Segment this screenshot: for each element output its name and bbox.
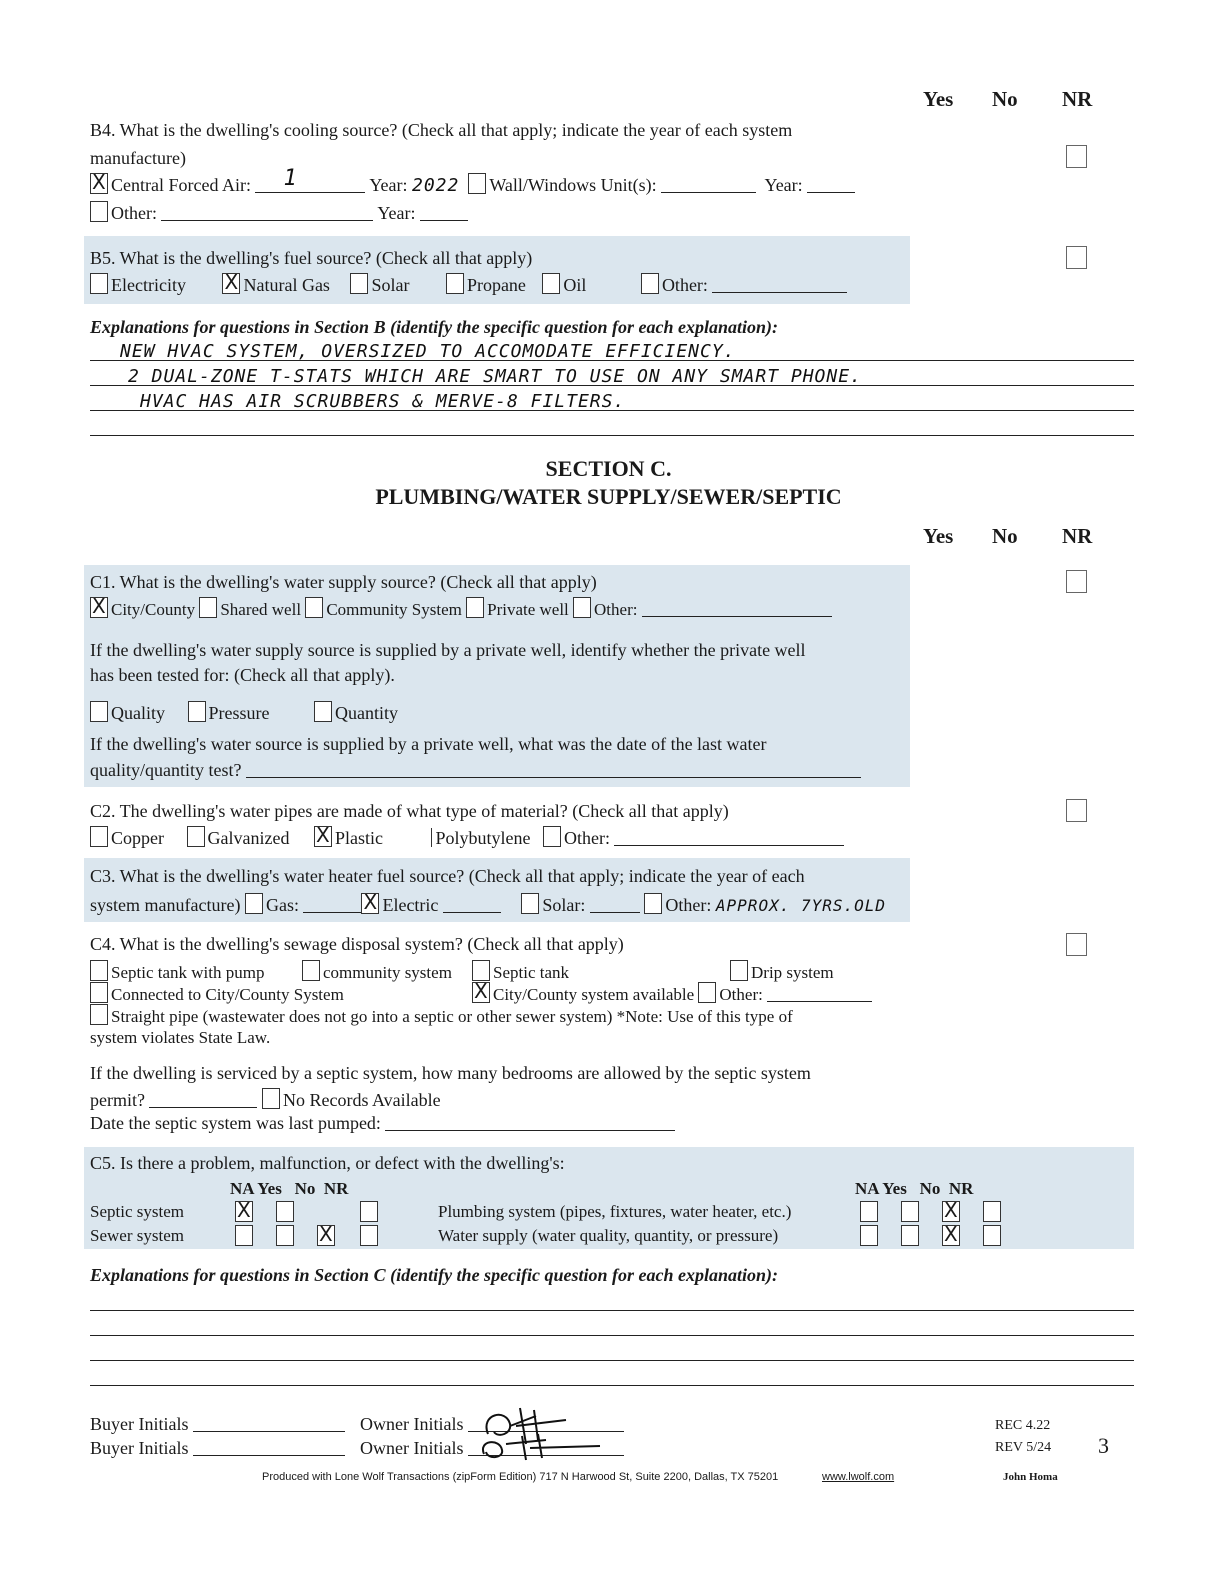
c4-permit-row [90,1088,441,1111]
c5-plumbing-no[interactable]: X [942,1201,963,1224]
c2-options [90,823,844,849]
c5-septic-yes[interactable] [276,1201,297,1224]
c3-other-checkbox[interactable] [644,893,662,914]
c5-right-no: No [919,1179,941,1198]
c4-other-field[interactable] [767,985,872,1002]
owner-signature-scribble [476,1404,606,1462]
c2-galvanized-label: Galvanized [207,828,290,848]
c5-sewer-label: Sewer system [90,1226,184,1245]
c4-other-label: Other: [719,985,763,1004]
c1-nr-checkbox[interactable] [1066,570,1090,595]
c2-other-field[interactable] [614,829,844,846]
col-no-header-c: No [992,524,1018,548]
c3-solar-label: Solar: [542,895,586,915]
section-b-explain-heading: Explanations for questions in Section B (identify the specific question for each explanation): [90,317,779,337]
c5-water-nr[interactable] [983,1225,1004,1248]
c2-copper-checkbox[interactable] [90,826,108,847]
c4-straight-checkbox[interactable] [90,1004,108,1025]
c5-plumbing-label: Plumbing system (pipes, fixtures, water heater, etc.) [438,1202,792,1221]
c-explain-line-4[interactable] [90,1385,1134,1386]
footer-page-number: 3 [1098,1433,1109,1458]
b5-other-field[interactable] [712,276,847,293]
c4-drip-label: Drip system [751,963,834,982]
c2-plastic-checkbox[interactable]: X [314,826,332,847]
c3-gas-label: Gas: [265,895,299,915]
c1-quantity-label: Quantity [335,703,398,723]
b4-other-row [90,201,468,224]
c3-electric-field[interactable] [443,896,501,913]
b4-wall-year-field[interactable] [807,176,855,193]
owner-initials-label-2: Owner Initials [360,1438,464,1458]
c2-copper-label: Copper [111,828,164,848]
c1-community-label: Community System [326,600,462,619]
b4-wall-label: Wall/Windows Unit(s): [489,175,657,195]
section-c-subtitle: PLUMBING/WATER SUPPLY/SEWER/SEPTIC [375,484,842,509]
col-no-header: No [992,87,1018,111]
c4-other-checkbox[interactable] [698,982,716,1003]
c-explain-line-1[interactable] [90,1310,1134,1311]
c5-left-nr: NR [323,1179,349,1198]
buyer-initials-row-1 [90,1414,345,1435]
b5-solar-checkbox[interactable] [350,273,368,294]
b4-nr-checkbox[interactable] [1066,145,1090,170]
c2-other-label: Other: [563,828,610,848]
c5-right-nr: NR [948,1179,974,1198]
buyer-initials-label-1: Buyer Initials [90,1414,189,1434]
b5-question: B5. What is the dwelling's fuel source? (Check all that apply) [90,248,533,268]
section-c-title: SECTION C. [545,456,672,481]
col-yes-header: Yes [923,87,954,111]
b5-propane-checkbox[interactable] [446,273,464,294]
c4-community-option [302,960,452,983]
c4-no-records-checkbox[interactable] [262,1088,280,1109]
buyer-initials-label-2: Buyer Initials [90,1438,189,1458]
c5-plumbing-yes[interactable] [901,1201,922,1224]
buyer-initials-row-2 [90,1438,345,1459]
c2-galvanized-checkbox[interactable] [187,826,205,847]
c4-septic-pump-checkbox[interactable] [90,960,108,981]
c3-other-value: APPROX. 7YRS.OLD [715,896,887,915]
b5-propane-label: Propane [466,275,526,295]
b5-natural-gas-label: Natural Gas [243,275,330,295]
c5-water-na[interactable] [860,1225,881,1248]
b-explain-line-4[interactable] [90,435,1134,436]
c4-septic-tank-label: Septic tank [493,963,570,982]
c3-question: C3. What is the dwelling's water heater fuel source? (Check all that apply; indicate the year of each [90,866,805,886]
c3-electric-checkbox[interactable]: X [361,893,379,914]
footer-rev: REV 5/24 [995,1440,1052,1455]
c5-question: C5. Is there a problem, malfunction, or defect with the dwelling's: [90,1153,565,1173]
c1-private-checkbox[interactable] [466,597,484,618]
c1-community-checkbox[interactable] [305,597,323,618]
b4-year-label-3: Year: [377,203,416,223]
c4-available-checkbox[interactable]: X [472,982,490,1003]
c4-connected-label: Connected to City/County System [111,985,344,1004]
b4-year-label-2: Year: [764,175,803,195]
c2-other-checkbox[interactable] [543,826,561,847]
buyer-initials-field-1[interactable] [193,1415,345,1432]
c5-left-na: NA [230,1179,254,1198]
c4-pumped-row [90,1113,675,1134]
b4-other-label: Other: [111,203,157,223]
b-explain-text-3: HVAC HAS AIR SCRUBBERS & MERVE-8 FILTERS. [140,391,626,412]
b-explain-text-2: 2 DUAL-ZONE T-STATS WHICH ARE SMART TO USE ON ANY SMART PHONE. [128,366,862,387]
c1-well-text-1: If the dwelling's water supply source is supplied by a private well, identify whether the private well [90,640,806,660]
footer-url[interactable]: www.lwolf.com [822,1471,895,1483]
c5-water-yes[interactable] [901,1225,922,1248]
c1-shared-checkbox[interactable] [199,597,217,618]
c1-pressure-checkbox[interactable] [188,701,206,722]
c1-other-checkbox[interactable] [573,597,591,618]
c1-quality-checkbox[interactable] [90,701,108,722]
c1-options [90,594,832,620]
b4-question: B4. What is the dwelling's cooling source? (Check all that apply; indicate the year of each system [90,120,793,140]
b5-electricity-label: Electricity [111,275,186,295]
b4-other-field[interactable] [161,204,373,221]
c4-available-label: City/County system available [493,985,695,1004]
c-explain-line-2[interactable] [90,1335,1134,1336]
c1-other-field[interactable] [642,600,832,617]
b5-oil-checkbox[interactable] [542,273,560,294]
b5-other-label: Other: [661,275,708,295]
c4-septic-tank-checkbox[interactable] [472,960,490,981]
c1-city-checkbox[interactable]: X [90,597,108,618]
c3-options [90,890,887,916]
c3-solar-field[interactable] [590,896,640,913]
b5-oil-label: Oil [563,275,587,295]
c1-test-text-2-row [90,760,861,781]
c5-sewer-no[interactable]: X [317,1225,338,1248]
b4-wall-checkbox[interactable] [468,173,486,194]
b5-natural-gas-checkbox[interactable]: X [222,273,240,294]
c1-quality-label: Quality [111,703,165,723]
b5-options [90,270,847,296]
c4-straight-label: Straight pipe (wastewater does not go into a septic or other sewer system) *Note: Use of this type of [111,1007,793,1026]
c4-row-1 [90,960,264,983]
c4-connected-checkbox[interactable] [90,982,108,1003]
b4-central-count-field[interactable]: 1 [255,176,365,193]
c4-connected-option [90,982,344,1005]
c4-permit-label: permit? [90,1090,145,1110]
b4-central-row [90,166,855,196]
c5-septic-label: Septic system [90,1202,184,1221]
c1-shared-label: Shared well [220,600,302,619]
c1-test-text-1: If the dwelling's water source is supplied by a private well, what was the date of the last water [90,734,767,754]
b4-wall-field[interactable] [661,176,756,193]
c4-community-checkbox[interactable] [302,960,320,981]
c-explain-line-3[interactable] [90,1360,1134,1361]
c2-polybutylene-label: Polybutylene [435,828,531,848]
c2-polybutylene-checkbox[interactable] [415,828,432,847]
c5-left-no: No [294,1179,316,1198]
c1-test-text-2: quality/quantity test? [90,760,242,780]
c1-city-label: City/County [111,600,196,619]
c4-septic-pump-label: Septic tank with pump [111,963,265,982]
b5-electricity-checkbox[interactable] [90,273,108,294]
b4-year-label: Year: [369,175,408,195]
b4-other-year-field[interactable] [420,204,468,221]
c4-nr-checkbox[interactable] [1066,933,1090,958]
b4-other-checkbox[interactable] [90,201,108,222]
c2-question: C2. The dwelling's water pipes are made of what type of material? (Check all that apply) [90,801,729,821]
c5-sewer-yes[interactable] [276,1225,297,1248]
c4-question: C4. What is the dwelling's sewage disposal system? (Check all that apply) [90,934,624,954]
b5-nr-checkbox[interactable] [1066,246,1090,271]
c3-solar-checkbox[interactable] [521,893,539,914]
c1-quantity-checkbox[interactable] [314,701,332,722]
b-explain-text-1: NEW HVAC SYSTEM, OVERSIZED TO ACCOMODATE EFFICIENCY. [120,341,736,362]
c3-other-label: Other: [665,895,712,915]
c5-sewer-nr[interactable] [360,1225,381,1248]
c5-plumbing-na[interactable] [860,1201,881,1224]
c5-plumbing-nr[interactable] [983,1201,1004,1224]
c5-right-yes: Yes [882,1179,907,1198]
buyer-initials-field-2[interactable] [193,1439,345,1456]
c5-left-col-headers [230,1179,348,1199]
c5-septic-na[interactable]: X [235,1201,256,1224]
c4-straight-option [90,1004,793,1027]
col-nr-header-c: NR [1062,524,1093,548]
b4-central-label: Central Forced Air: [111,175,251,195]
c1-question: C1. What is the dwelling's water supply source? (Check all that apply) [90,572,597,592]
c4-available-option [472,979,872,1005]
c1-well-text-2: has been tested for: (Check all that apply). [90,665,395,685]
c4-pumped-label: Date the septic system was last pumped: [90,1113,381,1133]
b4-central-checkbox[interactable]: X [90,173,108,194]
c1-test-options [90,701,398,724]
c5-sewer-na[interactable] [235,1225,256,1248]
c3-gas-checkbox[interactable] [245,893,263,914]
owner-initials-label-1: Owner Initials [360,1414,464,1434]
c4-drip-option [730,960,834,983]
c4-bed-text-1: If the dwelling is serviced by a septic system, how many bedrooms are allowed by the septic system [90,1063,811,1083]
b5-other-checkbox[interactable] [641,273,659,294]
c4-no-records-label: No Records Available [282,1090,441,1110]
c2-plastic-label: Plastic [334,828,383,848]
footer-name: John Homa [1003,1471,1058,1483]
c4-drip-checkbox[interactable] [730,960,748,981]
c4-straight-cont: system violates State Law. [90,1028,271,1047]
c1-other-label: Other: [594,600,638,619]
c4-community-label: community system [323,963,452,982]
c5-left-yes: Yes [257,1179,282,1198]
c2-nr-checkbox[interactable] [1066,799,1090,824]
c4-permit-field[interactable] [149,1091,257,1108]
c3-gas-field[interactable] [303,896,361,913]
c4-pumped-field[interactable] [385,1114,675,1131]
c1-private-label: Private well [487,600,569,619]
c3-electric-label: Electric [382,895,439,915]
c5-right-col-headers [855,1179,973,1199]
b4-central-year: 2022 [411,175,460,196]
col-nr-header: NR [1062,87,1093,111]
b4-question-cont: manufacture) [90,148,186,168]
c5-right-na: NA [855,1179,879,1198]
c1-test-date-field[interactable] [246,761,861,778]
b5-solar-label: Solar [371,275,410,295]
c5-water-no[interactable]: X [942,1225,963,1248]
footer-produced: Produced with Lone Wolf Transactions (zipForm Edition) 717 N Harwood St, Suite 2200, Dallas, TX 75201 [262,1471,779,1483]
c5-septic-nr[interactable] [360,1201,381,1224]
c5-water-supply-label: Water supply (water quality, quantity, or pressure) [438,1226,779,1245]
footer-rec: REC 4.22 [995,1418,1051,1433]
section-c-explain-heading: Explanations for questions in Section C (identify the specific question for each explanation): [90,1265,779,1285]
c1-pressure-label: Pressure [208,703,270,723]
col-yes-header-c: Yes [923,524,954,548]
c3-question-cont: system manufacture) [90,895,241,915]
